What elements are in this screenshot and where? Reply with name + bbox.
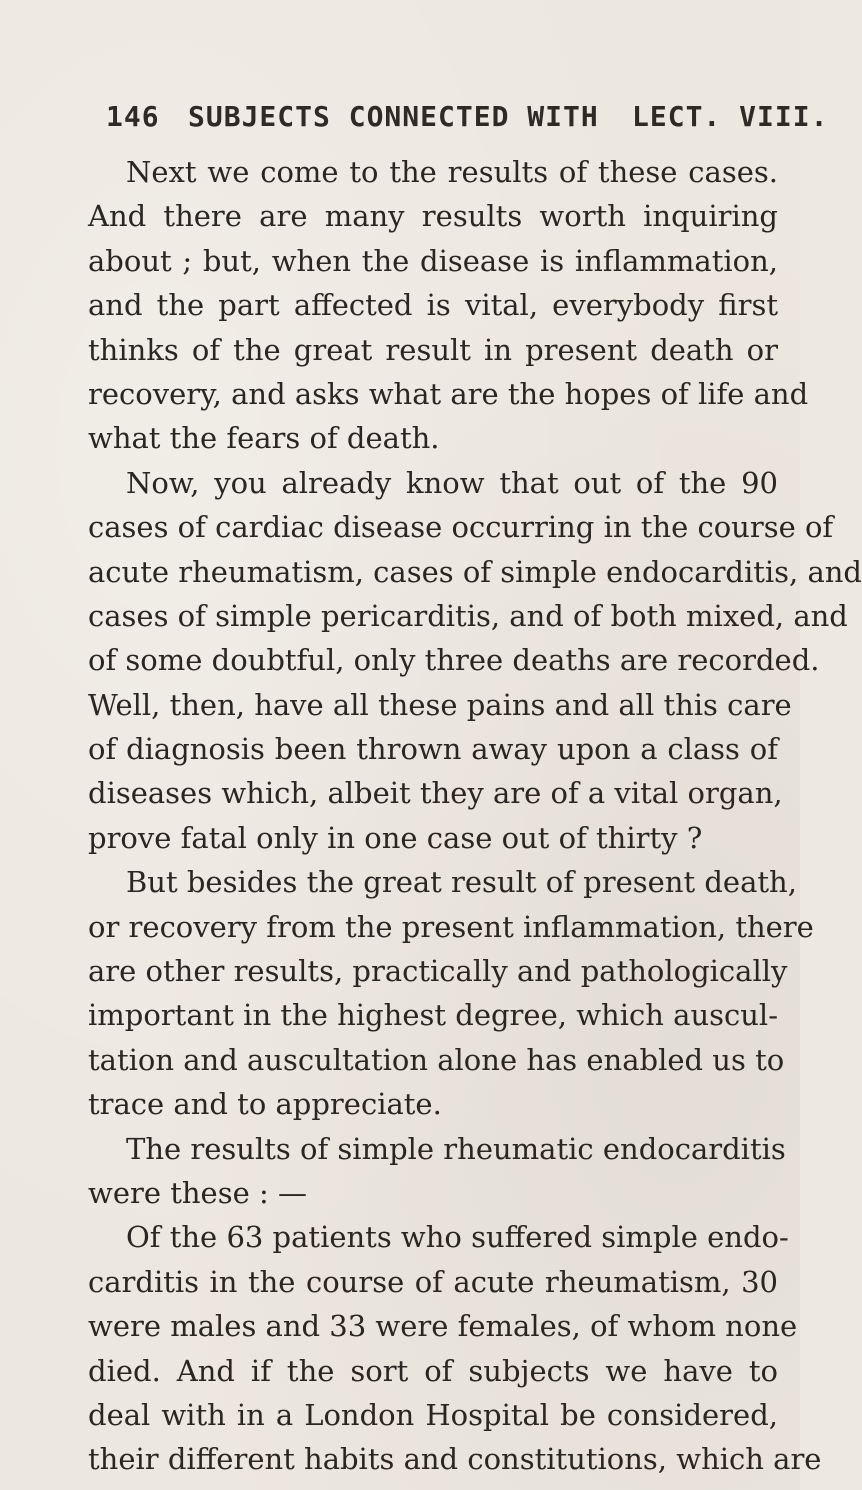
text-line: and the part affected is vital, everybody first (88, 288, 778, 323)
text-line: cases of cardiac disease occurring in the course of (88, 510, 834, 545)
body-text (88, 150, 862, 1482)
text-line: tation and auscultation alone has enabled us to (88, 1042, 785, 1077)
running-header (106, 100, 829, 140)
text-line: what the fears of death. (88, 421, 440, 456)
text-line: acute rheumatism, cases of simple endocarditis, and (88, 554, 862, 589)
text-line: But besides the great result of present death, (126, 865, 797, 900)
text-line: Next we come to the results of these cases. (126, 155, 778, 189)
text-line: And there are many results worth inquiring (88, 199, 778, 234)
text-line: prove fatal only in one case out of thirty ? (88, 820, 703, 855)
text-line: Of the 63 patients who suffered simple endo- (126, 1220, 789, 1255)
text-line: The results of simple rheumatic endocarditis (126, 1131, 786, 1166)
section-label: LECT. VIII. (632, 100, 829, 133)
text-line: Well, then, have all these pains and all this care (88, 687, 792, 722)
text-line: died. And if the sort of subjects we have to (88, 1353, 778, 1388)
text-line: deal with in a London Hospital be considered, (88, 1397, 778, 1432)
text-line: of diagnosis been thrown away upon a class of (88, 732, 778, 767)
text-line: their different habits and constitutions, which are (88, 1442, 822, 1477)
page-number: 146 (106, 100, 160, 133)
text-line: carditis in the course of acute rheumatism, 30 (88, 1264, 778, 1299)
text-line: or recovery from the present inflammation, there (88, 909, 814, 944)
text-line: Now, you already know that out of the 90 (126, 465, 778, 500)
text-line: are other results, practically and pathologically (88, 954, 788, 989)
text-line: trace and to appreciate. (88, 1087, 442, 1122)
text-line: about ; but, when the disease is inflammation, (88, 243, 778, 278)
text-line: were males and 33 were females, of whom none (88, 1309, 798, 1344)
text-line: of some doubtful, only three deaths are recorded. (88, 643, 820, 678)
text-line: were these : — (88, 1175, 307, 1210)
text-line: thinks of the great result in present death or (88, 332, 778, 367)
text-line: important in the highest degree, which auscul- (88, 998, 778, 1033)
text-line: diseases which, albeit they are of a vital organ, (88, 776, 783, 811)
text-line: cases of simple pericarditis, and of both mixed, and (88, 598, 848, 633)
running-title: SUBJECTS CONNECTED WITH (188, 100, 599, 133)
text-line: recovery, and asks what are the hopes of life and (88, 376, 809, 411)
